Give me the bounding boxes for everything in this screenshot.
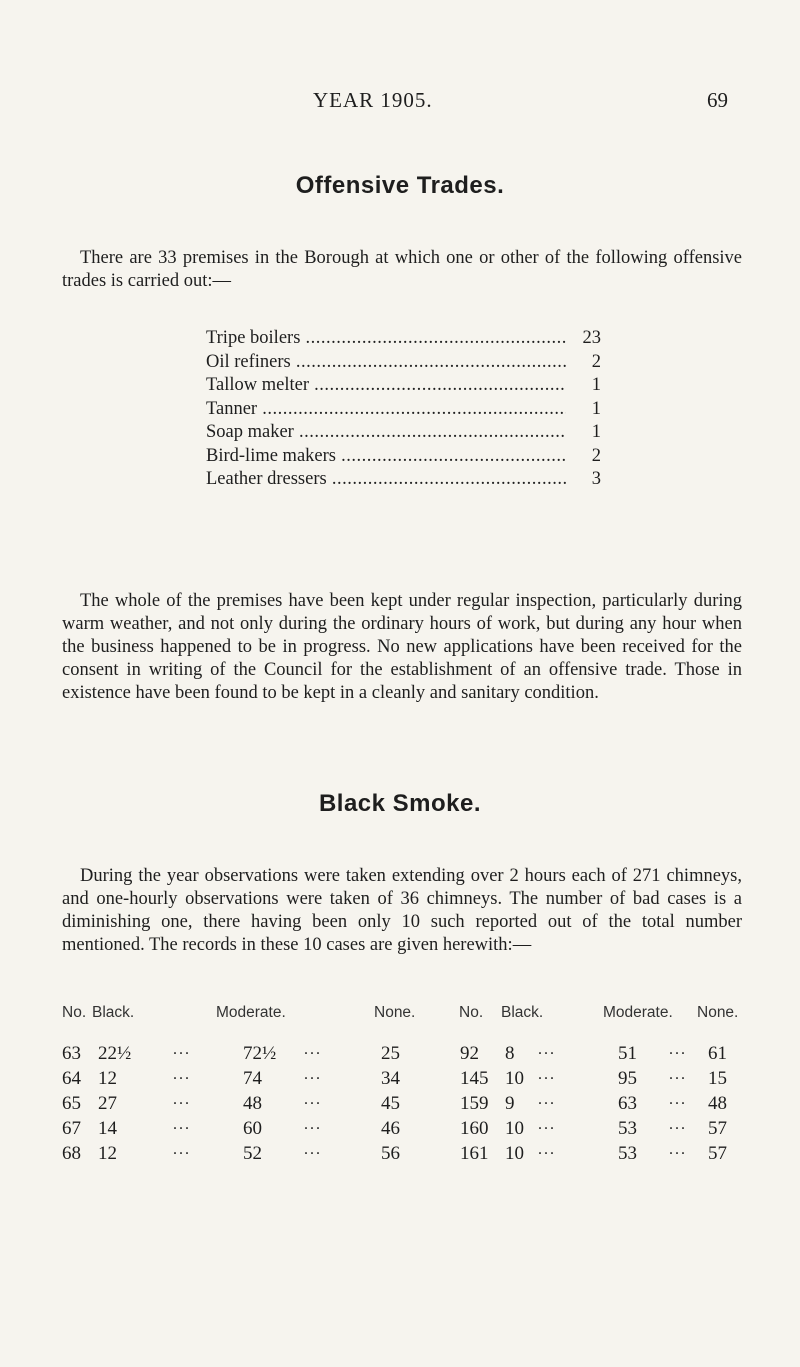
table-cell: 65 [62, 1093, 81, 1114]
list-item [206, 352, 601, 376]
leader-dots: ... [304, 1116, 322, 1133]
table-cell: 53 [618, 1143, 637, 1164]
col-header-black-2: Black. [501, 1004, 544, 1021]
table-row [0, 1118, 800, 1142]
col-header-no-2: No. [459, 1004, 484, 1021]
table-cell: 10 [505, 1143, 524, 1164]
table-cell: 68 [62, 1143, 81, 1164]
table-row [0, 1143, 800, 1167]
leader-dots: ... [304, 1091, 322, 1108]
trade-label: Tallow melter ..... [206, 375, 566, 396]
section-title-black-smoke: Black Smoke. [318, 790, 482, 817]
leader-dots: ... [173, 1041, 191, 1058]
running-header [0, 88, 800, 118]
leader-dots: ... [538, 1041, 556, 1058]
table-cell: 63 [62, 1043, 81, 1064]
table-cell: 12 [98, 1143, 117, 1164]
offensive-intro-paragraph: There are 33 premises in the Borough at which one or other of the following offensive trades is carried out:— [62, 248, 742, 291]
leader-dots: ... [304, 1041, 322, 1058]
leader-dots: ... [173, 1091, 191, 1108]
table-cell: 145 [460, 1068, 489, 1089]
header-title: YEAR 1905. [313, 88, 433, 112]
col-header-moderate-2: Moderate. [603, 1004, 673, 1021]
leader-dots: ... [173, 1066, 191, 1083]
leader-dots: ... [669, 1091, 687, 1108]
table-cell: 63 [618, 1093, 637, 1114]
leader-dots: ... [173, 1116, 191, 1133]
list-item [206, 446, 601, 470]
col-header-none-2: None. [697, 1004, 739, 1021]
table-cell: 9 [505, 1093, 515, 1114]
trade-count: 2 [588, 352, 601, 373]
list-item [206, 375, 601, 399]
table-cell: 8 [505, 1043, 515, 1064]
section-title-offensive-trades: Offensive Trades. [295, 172, 505, 199]
table-cell: 10 [505, 1118, 524, 1139]
leader-dots: ... [538, 1091, 556, 1108]
table-cell: 92 [460, 1043, 479, 1064]
trade-label: Bird-lime makers ..... [206, 446, 566, 467]
table-cell: 67 [62, 1118, 81, 1139]
trade-count: 3 [588, 469, 601, 490]
table-cell: 72½ [243, 1043, 277, 1064]
list-item [206, 422, 601, 446]
table-cell: 22½ [98, 1043, 132, 1064]
col-header-black: Black. [92, 1004, 135, 1021]
table-cell: 48 [243, 1093, 262, 1114]
leader-dots: ... [538, 1141, 556, 1158]
table-cell: 74 [243, 1068, 262, 1089]
leader-dots: ... [669, 1141, 687, 1158]
trade-label: Tripe boilers ..... [206, 328, 566, 349]
trade-label: Tanner ..... [206, 399, 566, 420]
table-cell: 12 [98, 1068, 117, 1089]
trade-label: Soap maker ..... [206, 422, 566, 443]
leader-dots: ... [538, 1116, 556, 1133]
leader-dots: ... [304, 1141, 322, 1158]
table-cell: 53 [618, 1118, 637, 1139]
leader-dots: ... [669, 1041, 687, 1058]
inspection-paragraph: The whole of the premises have been kept under regular inspection, particularly during warm weather, and not only during the ordinary hours of work, but during any hour when the business happened to be in progress. No new applications have been received for the consent in writing of the Council for the establishment of an offensive trade. Those in existence have been found to be kept in a cleanly and sanitary condition. [62, 591, 742, 703]
table-cell: 95 [618, 1068, 637, 1089]
table-cell: 15 [708, 1068, 727, 1089]
table-row [0, 1093, 800, 1117]
col-header-no: No. [62, 1004, 87, 1021]
table-cell: 48 [708, 1093, 727, 1114]
trade-count: 1 [588, 422, 601, 443]
table-cell: 46 [381, 1118, 400, 1139]
leader-dots: ... [538, 1066, 556, 1083]
trade-label: Leather dressers ..... [206, 469, 566, 490]
leader-dots: ... [669, 1116, 687, 1133]
table-cell: 61 [708, 1043, 727, 1064]
table-cell: 45 [381, 1093, 400, 1114]
table-cell: 27 [98, 1093, 117, 1114]
leader-dots: ... [173, 1141, 191, 1158]
table-row [0, 1068, 800, 1092]
list-item [206, 399, 601, 423]
table-cell: 14 [98, 1118, 117, 1139]
table-row [0, 1043, 800, 1067]
table-cell: 64 [62, 1068, 81, 1089]
col-header-moderate: Moderate. [216, 1004, 286, 1021]
leader-dots: ... [669, 1066, 687, 1083]
smoke-paragraph: During the year observations were taken extending over 2 hours each of 271 chimneys, and one-hourly observations were taken of 36 chimneys. The number of bad cases is a diminishing one, there having been only 10 such reported out of the total number mentioned. The records in these 10 cases are given herewith:— [62, 866, 742, 955]
table-cell: 60 [243, 1118, 262, 1139]
page-number: 69 [707, 88, 728, 112]
list-item [206, 328, 601, 352]
list-item [206, 469, 601, 493]
table-cell: 159 [460, 1093, 489, 1114]
trade-count: 2 [588, 446, 601, 467]
trades-list [206, 328, 601, 493]
col-header-none: None. [374, 1004, 416, 1021]
trade-count: 1 [588, 375, 601, 396]
table-cell: 25 [381, 1043, 400, 1064]
table-cell: 34 [381, 1068, 400, 1089]
leader-dots: ... [304, 1066, 322, 1083]
table-cell: 57 [708, 1143, 727, 1164]
table-cell: 161 [460, 1143, 489, 1164]
table-cell: 56 [381, 1143, 400, 1164]
table-cell: 160 [460, 1118, 489, 1139]
trade-count: 23 [579, 328, 602, 349]
table-cell: 52 [243, 1143, 262, 1164]
table-cell: 51 [618, 1043, 637, 1064]
table-cell: 10 [505, 1068, 524, 1089]
trade-label: Oil refiners ..... [206, 352, 566, 373]
trade-count: 1 [588, 399, 601, 420]
table-cell: 57 [708, 1118, 727, 1139]
